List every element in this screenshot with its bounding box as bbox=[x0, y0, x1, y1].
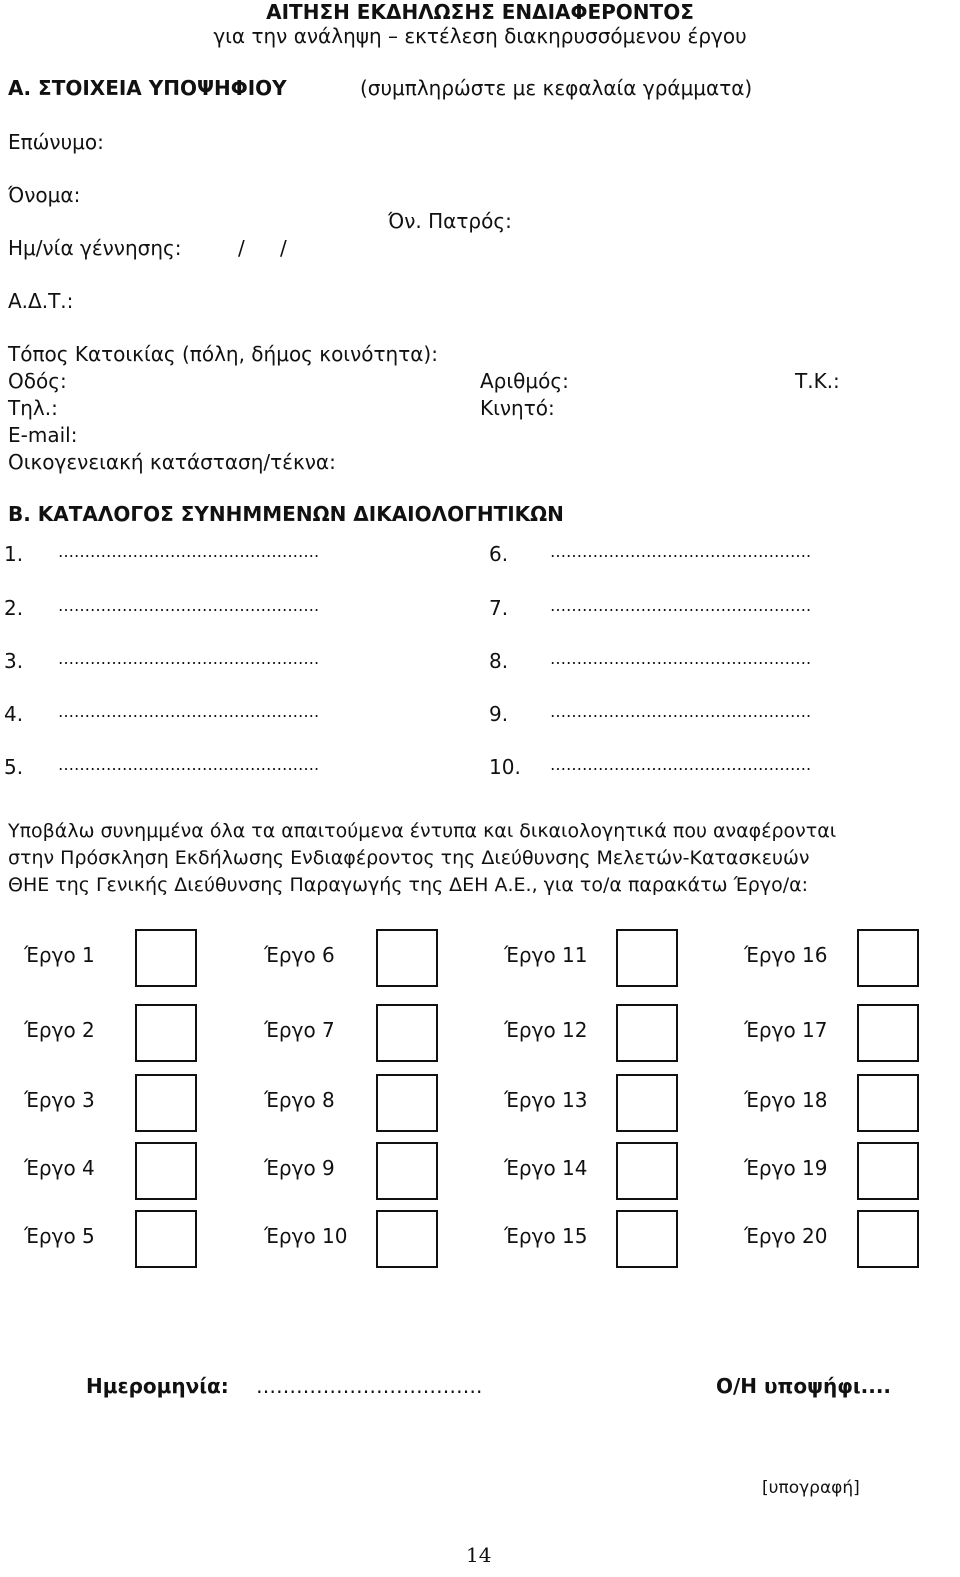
document-item-field[interactable]: …………………………………………. bbox=[550, 542, 812, 561]
section-b-heading bbox=[8, 502, 564, 526]
email-label: E-mail: bbox=[8, 423, 78, 447]
form-title: ΑΙΤΗΣΗ ΕΚΔΗΛΩΣΗΣ ΕΝΔΙΑΦΕΡΟΝΤΟΣ bbox=[266, 0, 694, 24]
name-label: Όνομα: bbox=[8, 183, 81, 207]
document-item-field[interactable]: …………………………………………. bbox=[58, 596, 320, 615]
declaration-paragraph bbox=[8, 818, 958, 899]
birthdate-slash-2: / bbox=[280, 236, 287, 260]
project-label: Έργο 7 bbox=[264, 1018, 335, 1042]
section-b-title: Β. ΚΑΤΑΛΟΓΟΣ ΣΥΝΗΜΜΕΝΩΝ ΔΙΚΑΙΟΛΟΓΗΤΙΚΩΝ bbox=[8, 502, 564, 526]
date-label: Ημερομηνία: bbox=[86, 1374, 229, 1398]
project-label: Έργο 14 bbox=[504, 1156, 588, 1180]
document-item-field[interactable]: …………………………………………. bbox=[550, 649, 812, 668]
project-label: Έργο 17 bbox=[744, 1018, 828, 1042]
document-item-number: 6. bbox=[489, 542, 509, 566]
project-label: Έργο 5 bbox=[24, 1224, 95, 1248]
project-checkbox[interactable] bbox=[135, 1210, 197, 1268]
father-name-label: Όν. Πατρός: bbox=[388, 209, 512, 233]
declaration-line-2: στην Πρόσκληση Εκδήλωσης Ενδιαφέροντος της Διεύθυνσης Μελετών-Κατασκευών bbox=[8, 847, 810, 869]
project-checkbox[interactable] bbox=[376, 1074, 438, 1132]
section-a-heading bbox=[8, 76, 287, 100]
project-checkbox[interactable] bbox=[135, 1142, 197, 1200]
project-checkbox[interactable] bbox=[135, 1004, 197, 1062]
project-label: Έργο 2 bbox=[24, 1018, 95, 1042]
project-checkbox[interactable] bbox=[376, 1210, 438, 1268]
document-item-number: 5. bbox=[4, 755, 24, 779]
declaration-line-1: Υποβάλω συνημμένα όλα τα απαιτούμενα έντυπα και δικαιολογητικά που αναφέρονται bbox=[8, 820, 837, 842]
project-checkbox[interactable] bbox=[857, 1142, 919, 1200]
project-label: Έργο 1 bbox=[24, 943, 95, 967]
document-item-number: 10. bbox=[489, 755, 521, 779]
project-label: Έργο 3 bbox=[24, 1088, 95, 1112]
project-checkbox[interactable] bbox=[616, 1004, 678, 1062]
document-item-field[interactable]: …………………………………………. bbox=[58, 702, 320, 721]
document-item-field[interactable]: …………………………………………. bbox=[58, 649, 320, 668]
document-item-number: 7. bbox=[489, 596, 509, 620]
project-label: Έργο 6 bbox=[264, 943, 335, 967]
project-label: Έργο 4 bbox=[24, 1156, 95, 1180]
section-a-title: Α. ΣΤΟΙΧΕΙΑ ΥΠΟΨΗΦΙΟΥ bbox=[8, 76, 287, 100]
residence-label: Τόπος Κατοικίας (πόλη, δήμος κοινότητα): bbox=[8, 342, 438, 366]
project-label: Έργο 20 bbox=[744, 1224, 828, 1248]
document-item-number: 8. bbox=[489, 649, 509, 673]
signature-label: [υπογραφή] bbox=[762, 1478, 860, 1498]
form-subtitle: για την ανάληψη – εκτέλεση διακηρυσσόμενου έργου bbox=[213, 24, 747, 48]
birthdate-slash-1: / bbox=[238, 236, 245, 260]
declaration-line-3: ΘΗΕ της Γενικής Διεύθυνσης Παραγωγής της ΔΕΗ Α.Ε., για το/α παρακάτω Έργο/α: bbox=[8, 874, 809, 896]
project-label: Έργο 16 bbox=[744, 943, 828, 967]
project-checkbox[interactable] bbox=[616, 929, 678, 987]
project-label: Έργο 11 bbox=[504, 943, 588, 967]
project-checkbox[interactable] bbox=[616, 1074, 678, 1132]
project-label: Έργο 12 bbox=[504, 1018, 588, 1042]
project-checkbox[interactable] bbox=[135, 929, 197, 987]
street-number-label: Αριθμός: bbox=[480, 369, 569, 393]
project-label: Έργο 9 bbox=[264, 1156, 335, 1180]
project-label: Έργο 15 bbox=[504, 1224, 588, 1248]
document-item-number: 4. bbox=[4, 702, 24, 726]
project-label: Έργο 19 bbox=[744, 1156, 828, 1180]
project-checkbox[interactable] bbox=[857, 929, 919, 987]
project-label: Έργο 18 bbox=[744, 1088, 828, 1112]
document-item-number: 2. bbox=[4, 596, 24, 620]
document-item-number: 9. bbox=[489, 702, 509, 726]
project-checkbox[interactable] bbox=[376, 929, 438, 987]
document-item-field[interactable]: …………………………………………. bbox=[550, 596, 812, 615]
phone-label: Τηλ.: bbox=[8, 396, 58, 420]
page-number: 14 bbox=[466, 1543, 492, 1567]
project-checkbox[interactable] bbox=[135, 1074, 197, 1132]
project-label: Έργο 10 bbox=[264, 1224, 348, 1248]
document-item-field[interactable]: …………………………………………. bbox=[550, 755, 812, 774]
project-checkbox[interactable] bbox=[857, 1210, 919, 1268]
project-label: Έργο 13 bbox=[504, 1088, 588, 1112]
applicant-label: Ο/Η υποψήφι.... bbox=[716, 1374, 892, 1398]
birthdate-label: Ημ/νία γέννησης: bbox=[8, 236, 182, 260]
document-item-field[interactable]: …………………………………………. bbox=[550, 702, 812, 721]
document-item-number: 1. bbox=[4, 542, 24, 566]
project-checkbox[interactable] bbox=[857, 1074, 919, 1132]
project-checkbox[interactable] bbox=[616, 1142, 678, 1200]
section-a-note: (συμπληρώστε με κεφαλαία γράμματα) bbox=[360, 76, 753, 100]
mobile-label: Κινητό: bbox=[480, 396, 555, 420]
document-item-field[interactable]: …………………………………………. bbox=[58, 755, 320, 774]
id-number-label: Α.Δ.Τ.: bbox=[8, 289, 74, 313]
project-checkbox[interactable] bbox=[857, 1004, 919, 1062]
date-field[interactable]: ……………………………. bbox=[256, 1374, 483, 1398]
project-checkbox[interactable] bbox=[376, 1004, 438, 1062]
document-item-number: 3. bbox=[4, 649, 24, 673]
project-checkbox[interactable] bbox=[376, 1142, 438, 1200]
postal-code-label: Τ.Κ.: bbox=[795, 369, 840, 393]
project-checkbox[interactable] bbox=[616, 1210, 678, 1268]
surname-label: Επώνυμο: bbox=[8, 130, 104, 154]
family-status-label: Οικογενειακή κατάσταση/τέκνα: bbox=[8, 450, 336, 474]
street-label: Οδός: bbox=[8, 369, 67, 393]
project-label: Έργο 8 bbox=[264, 1088, 335, 1112]
document-item-field[interactable]: …………………………………………. bbox=[58, 542, 320, 561]
